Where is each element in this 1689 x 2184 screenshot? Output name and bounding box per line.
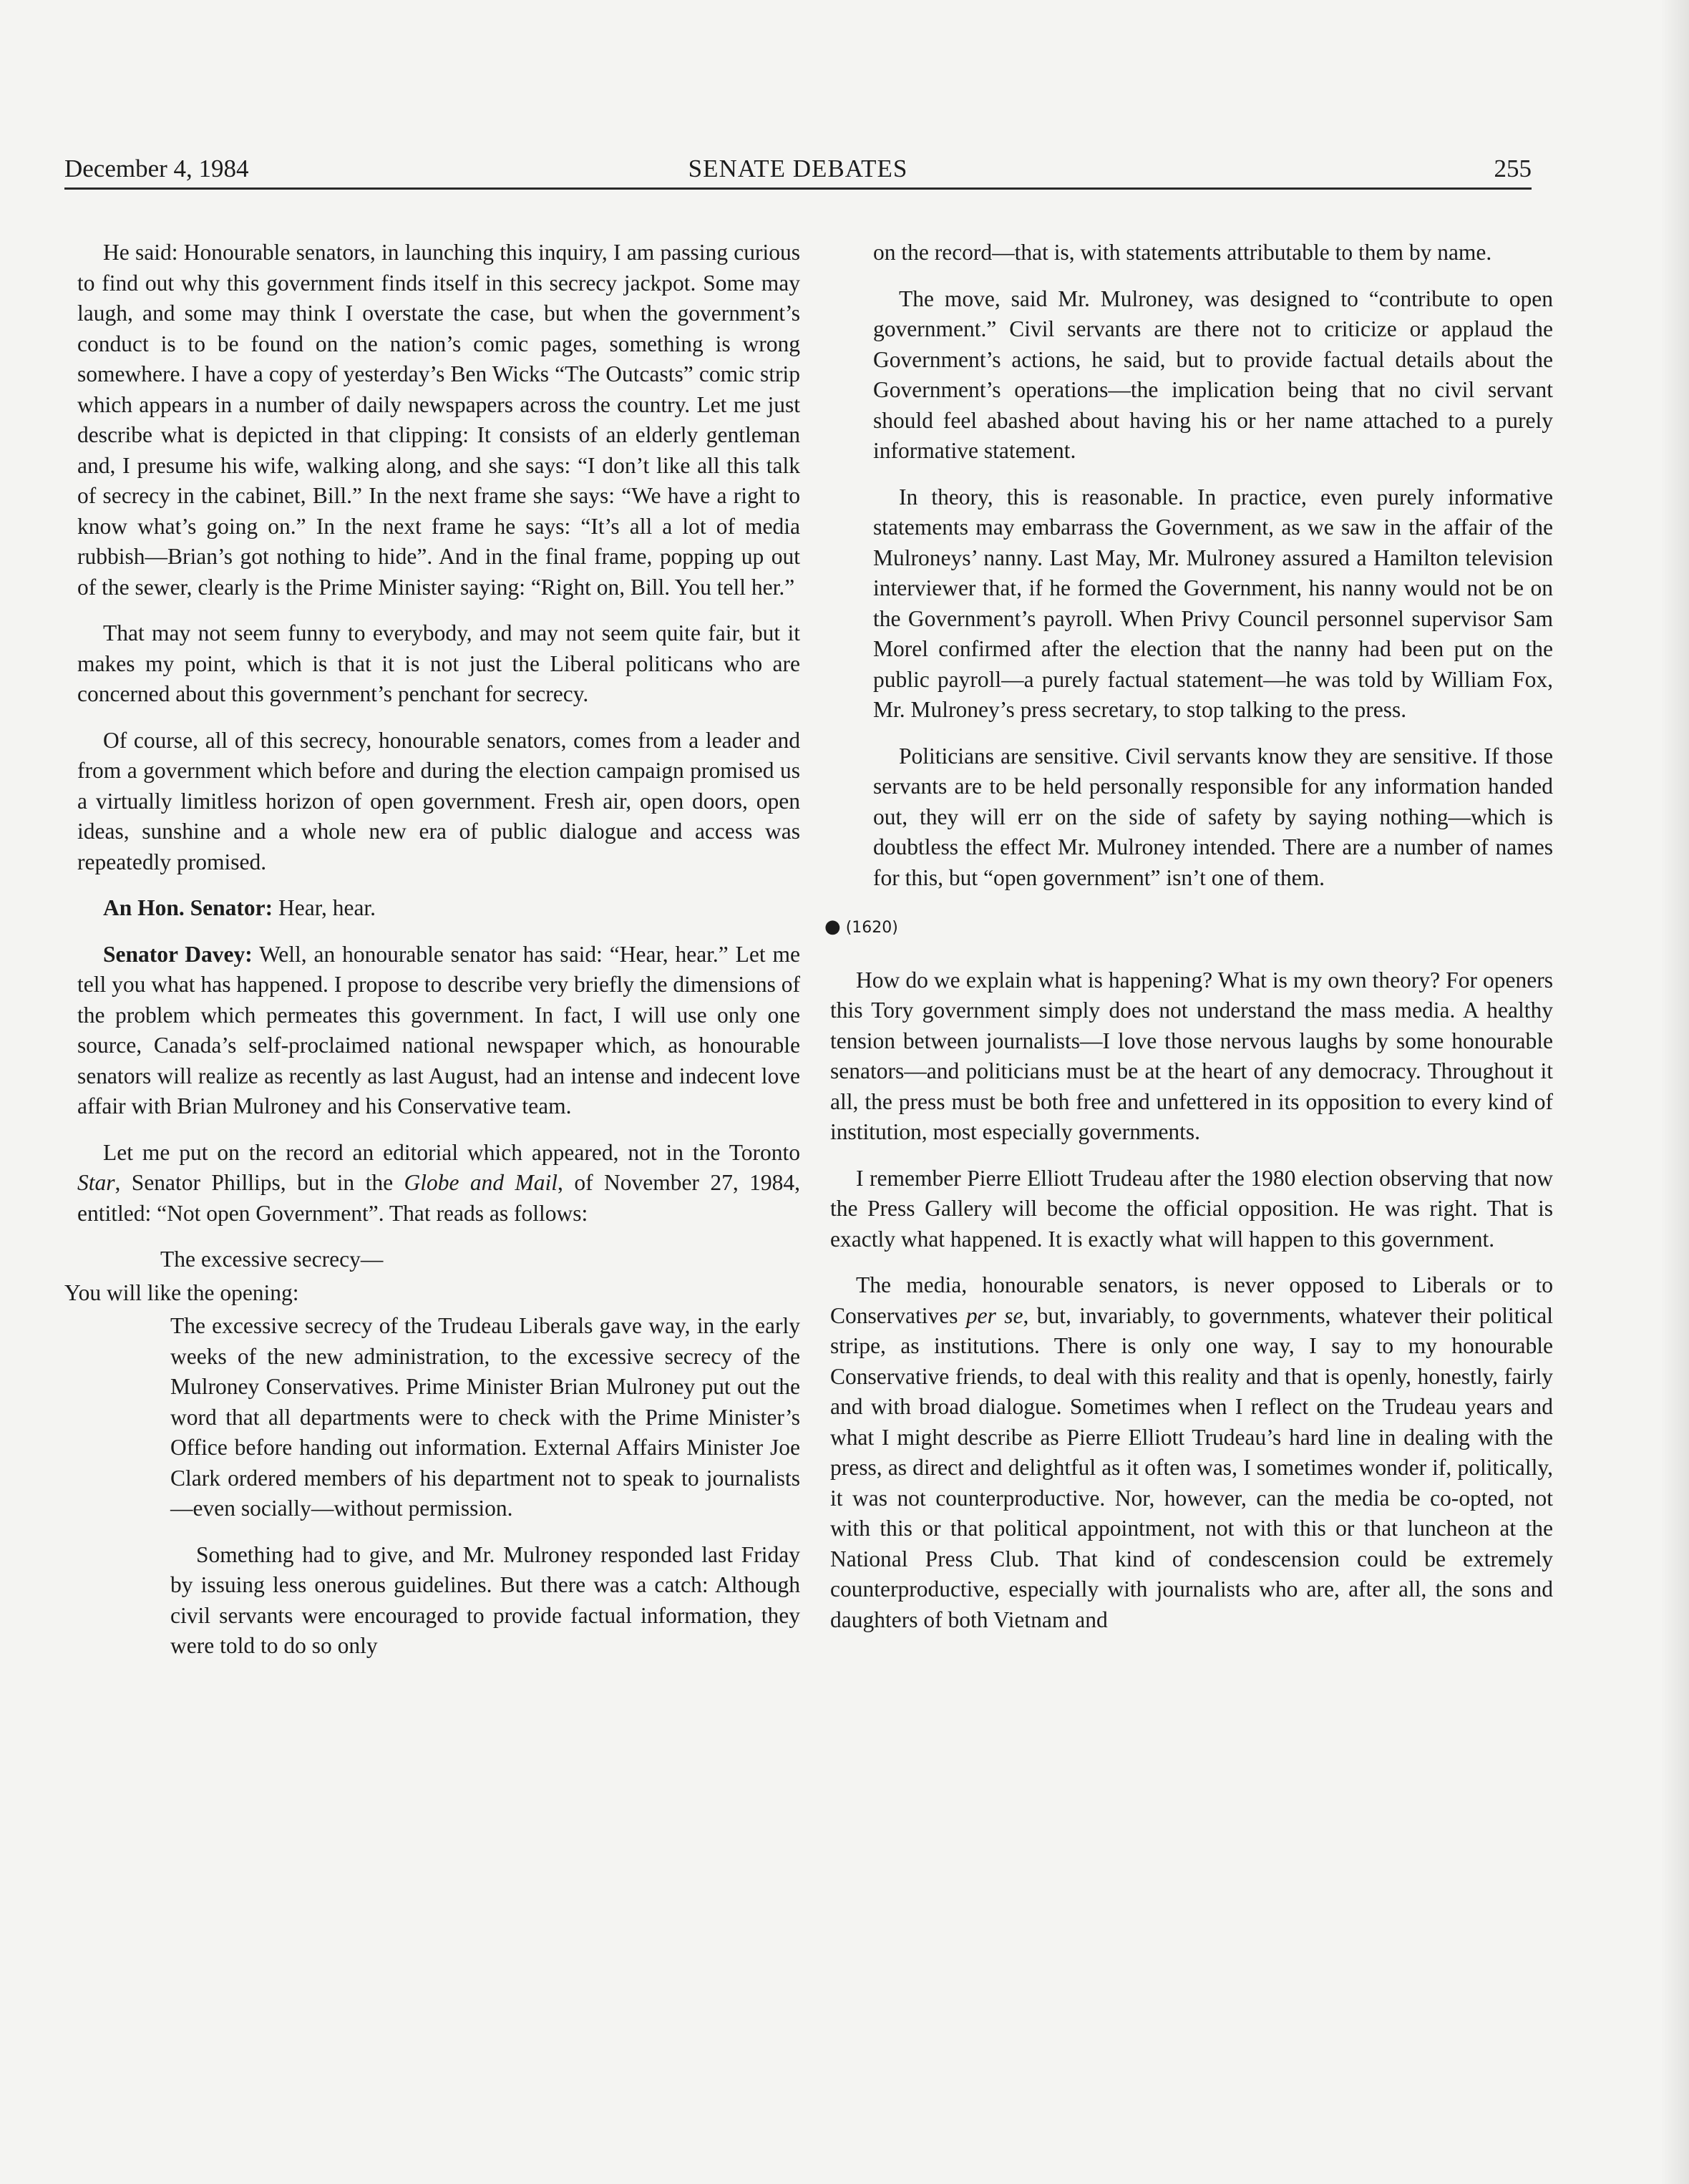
- paragraph: Of course, all of this secrecy, honourable senators, comes from a leader and from a government which before and during the election campaign promised us a virtually limitless horizon of open government. Fresh air, open doors, open ideas, sunshine and a whole new era of public dialogue and access was repeatedly promised.: [77, 727, 800, 874]
- right-column: [824, 238, 1554, 1651]
- time-marker-label: (1620): [845, 919, 898, 937]
- italic-text: Globe and Mail: [404, 1170, 558, 1195]
- page-header: [64, 150, 1532, 190]
- quotation-paragraph: Something had to give, and Mr. Mulroney responded last Friday by issuing less onerous guidelines. But there was a catch: Although civil servants were encouraged to provide factual information, they were told to do so only: [170, 1541, 800, 1658]
- quotation-start: The excessive secrecy—: [160, 1247, 384, 1272]
- paragraph: That may not seem funny to everybody, and may not seem quite fair, but it makes my point, which is that it is not just the Liberal politicans who are concerned about this government’s penchant for secrecy.: [77, 620, 800, 706]
- text-run: Let me put on the record an editorial which appeared, not in the Toronto: [103, 1139, 800, 1165]
- quotation-paragraph: Politicians are sensitive. Civil servants know they are sensitive. If those servants are to be held personally responsible for any information handed out, they will err on the side of safety by saying nothing—which is doubtless the effect Mr. Mulroney intended. There are a number of names for this, but “open government” isn’t one of them.: [873, 743, 1553, 890]
- quotation-paragraph: The excessive secrecy of the Trudeau Liberals gave way, in the early weeks of the new administration, to the excessive secrecy of the Mulroney Conservatives. Prime Minister Brian Mulroney put out the word that all departments were to check with the Prime Minister’s Office before handing out information. External Affairs Minister Joe Clark ordered members of his department not to speak to journalists—even socially—without permission.: [170, 1313, 800, 1521]
- italic-text: per se: [965, 1302, 1023, 1328]
- header-date: December 4, 1984: [64, 155, 249, 182]
- page-number: 255: [1494, 155, 1532, 182]
- scan-edge: [1660, 0, 1689, 2184]
- speaker-name: Senator Davey:: [103, 941, 253, 967]
- speaker-name: An Hon. Senator:: [103, 895, 273, 920]
- time-marker: [824, 912, 1553, 944]
- paragraph: He said: Honourable senators, in launching this inquiry, I am passing curious to find out why this government finds itself in this secrecy jackpot. Some may laugh, and some may think I overstate the case, but when the government’s conduct is to be found on the nation’s comic pages, something is wrong somewhere. I have a copy of yesterday’s Ben Wicks “The Outcasts” comic strip which appears in a number of daily newspapers across the country. Let me just describe what is depicted in that clipping: It consists of an elderly gentleman and, I presume his wife, walking along, and she says: “I don’t like all this talk of secrecy in the cabinet, Bill.” In the next frame she says: “We have a right to know what’s going on.” In the next frame he says: “It’s all a lot of media rubbish—Brian’s got nothing to hide”. And in the final frame, popping up out of the sewer, clearly is the Prime Minister saying: “Right on, Bill. You tell her.”: [77, 240, 800, 600]
- speaker-text: Hear, hear.: [278, 895, 376, 920]
- quotation-paragraph: on the record—that is, with statements attributable to them by name.: [873, 240, 1492, 265]
- quotation-paragraph: In theory, this is reasonable. In practice, even purely informative statements may embarrass the Government, as we saw in the affair of the Mulroneys’ nanny. Last May, Mr. Mulroney assured a Hamilton television interviewer that, if he formed the Government, his nanny would not be on the Government’s payroll. When Privy Council personnel supervisor Sam Morel confirmed after the election that the nanny had been put on the public payroll—a purely factual statement—he was told by William Fox, Mr. Mulroney’s press secretary, to stop talking to the press.: [873, 484, 1553, 722]
- quotation-paragraph: The move, said Mr. Mulroney, was designed to “contribute to open government.” Civil servants are there not to criticize or applaud the Government’s actions, he said, but to provide factual details about the Government’s operations—the implication being that no civil servant should feel abashed about having his or her name attached to a purely informative statement.: [873, 286, 1553, 463]
- paragraph: [77, 1138, 800, 1229]
- paragraph: I remember Pierre Elliott Trudeau after the 1980 election observing that now the Press Gallery will become the official opposition. He was right. That is exactly what happened. It is exactly what will happen to this government.: [830, 1165, 1553, 1252]
- italic-text: Star: [77, 1170, 115, 1195]
- left-column: [64, 238, 801, 1677]
- paragraph: [830, 1270, 1553, 1635]
- speaker-paragraph: [77, 940, 800, 1122]
- speaker-paragraph: [77, 893, 800, 924]
- aside-line: You will like the opening:: [64, 1279, 299, 1305]
- text-run: , but, invariably, to governments, whatever their political stripe, as institutions. There is only one way, I say to my honourable Conservative friends, to deal with this reality and that is openly, honestly, fairly and with broad dialogue. Sometimes when I reflect on the Trudeau years and what I might describe as Pierre Elliott Trudeau’s hard line in dealing with the press, as direct and delightful as it often was, I sometimes wonder if, politically, it was not counterproductive. Nor, however, can the media be co-opted, not with this or that political appointment, not with this or that luncheon at the National Press Club. That kind of condescension could be extremely counterproductive, especially with journalists who are, after all, the sons and daughters of both Vietnam and: [830, 1302, 1554, 1632]
- bullet-icon: ●: [824, 916, 841, 937]
- text-run: , of November 27, 1984, entitled: “Not open Government”. That reads as follows:: [77, 1170, 800, 1226]
- speaker-text: Well, an honourable senator has said: “Hear, hear.” Let me tell you what has happened. I propose to describe very briefly the dimensions of the problem which permeates this government. In fact, I will use only one source, Canada’s self-proclaimed national newspaper which, as honourable senators will realize as recently as last August, had an intense and indecent love affair with Brian Mulroney and his Conservative team.: [77, 941, 801, 1118]
- text-run: The media, honourable senators, is never opposed to Liberals or to Conservatives: [830, 1272, 1553, 1328]
- header-title: SENATE DEBATES: [688, 155, 908, 182]
- paragraph: How do we explain what is happening? What is my own theory? For openers this Tory government simply does not understand the mass media. A healthy tension between journalists—I love those nervous laughs by some honourable senators—and politicians must be at the heart of any democracy. Throughout it all, the press must be both free and unfettered in its opposition to every kind of institution, most especially governments.: [830, 967, 1553, 1144]
- text-run: , Senator Phillips, but in the: [115, 1170, 404, 1195]
